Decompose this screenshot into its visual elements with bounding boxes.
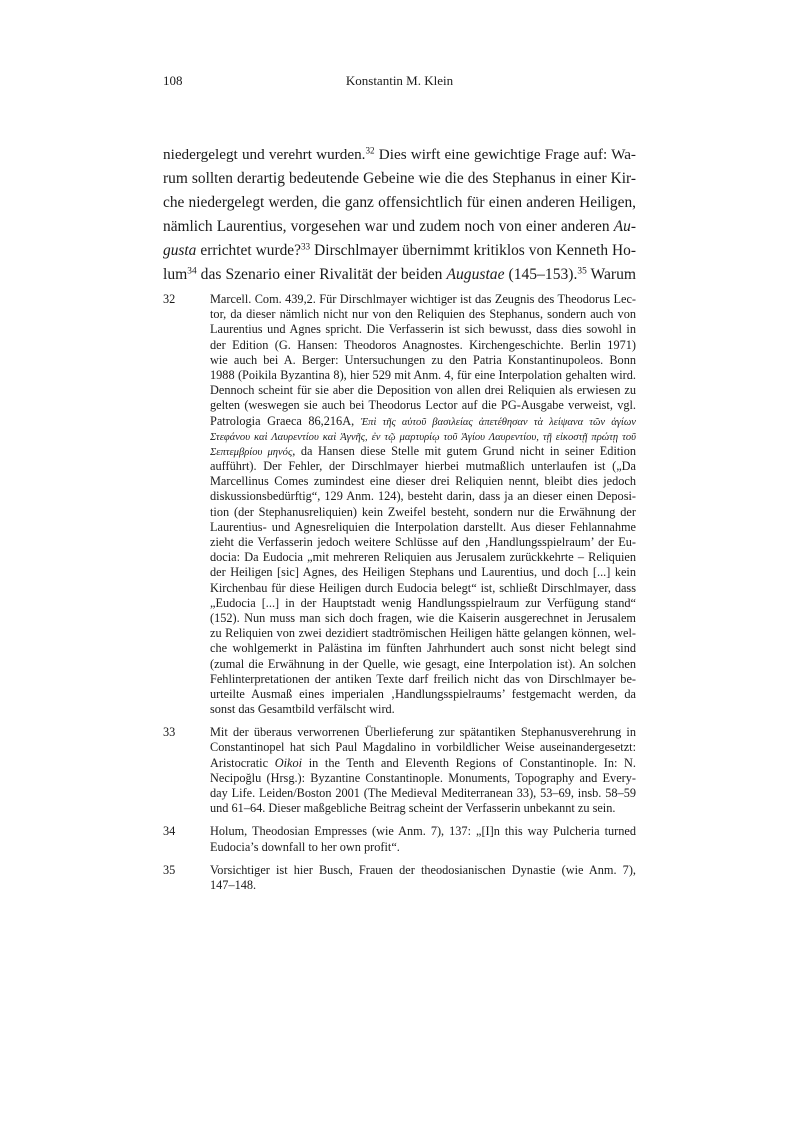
text-segment: der Heiligen [sic] Agnes, des Heiligen Stephans und Laurentius, und doch [...] kein bbox=[210, 565, 636, 580]
footnote-line bbox=[210, 824, 636, 839]
footnote-line bbox=[210, 520, 636, 535]
text-segment: 1988 (Poikila Byzantina 8), hier 529 mit Anm. 4, für eine Interpolation gehalten wird. bbox=[210, 367, 636, 382]
text-segment: Mit der überaus verworrenen Überlieferung zur spätantiken Stephanusverehrung in bbox=[210, 725, 636, 740]
text-segment: Necipoğlu (Hrsg.): Byzantine Constantinople. Monuments, Topography and Every- bbox=[210, 770, 636, 785]
text-segment: und 61–64. Dieser maßgebliche Beitrag scheint der Verfasserin unbekannt zu sein. bbox=[210, 801, 616, 816]
text-segment: Warum bbox=[586, 266, 636, 283]
footnote-line bbox=[210, 611, 636, 626]
text-segment: rum sollten derartig bedeutende Gebeine wie die des Stephanus in einer Kir- bbox=[163, 170, 636, 187]
footnote-number: 33 bbox=[163, 725, 176, 740]
footnotes bbox=[163, 292, 636, 901]
text-segment: gelten (weswegen sie auch bei Theodorus Lector auf die PG-Ausgabe verweist, vgl. bbox=[210, 398, 636, 413]
footnote-line bbox=[210, 444, 636, 459]
text-segment: Marcellinus Comes zumindest eine dieser drei Reliquien nennt, bleibt dies jedoch bbox=[210, 474, 636, 489]
greek-text: Στεφάνου καὶ Λαυρεντίου καὶ Ἁγνῆς, ἐν τῷ μαρτυρίῳ τοῦ Ἁγίου Λαυρεντίου, τῇ εἰκοστῇ πρώτῃ τοῦ bbox=[210, 431, 636, 443]
footnote-line bbox=[210, 368, 636, 383]
footnote-line bbox=[210, 641, 636, 656]
body-line bbox=[163, 239, 636, 263]
text-segment: che wohlgemerkt in Palästina im fünften Jahrhundert auch sonst nicht belegt sind bbox=[210, 641, 636, 656]
text-segment: Constantinopel hat sich Paul Magdalino in vorbildlicher Weise auseinandergesetzt: bbox=[210, 740, 636, 755]
body-line bbox=[163, 263, 636, 287]
page-number: 108 bbox=[163, 73, 183, 88]
body-text bbox=[163, 143, 636, 287]
text-segment: (152). Nun muss man sich doch fragen, wie die Kaiserin ausgerechnet in Jerusalem bbox=[210, 610, 636, 625]
text-segment: Patrologia Graeca 86,216A, bbox=[210, 413, 361, 428]
text-segment: Marcell. Com. 439,2. Für Dirschlmayer wichtiger ist das Zeugnis des Theodorus Lec- bbox=[210, 292, 636, 306]
footnote bbox=[163, 863, 636, 893]
greek-text: Ἐπὶ τῆς αὐτοῦ βασιλείας ἀπετέθησαν τὰ λείψανα τῶν ἁγίων bbox=[360, 416, 636, 428]
footnote-line bbox=[210, 322, 636, 337]
body-line bbox=[163, 143, 636, 167]
footnote-line bbox=[210, 626, 636, 641]
running-title: Konstantin M. Klein bbox=[345, 73, 454, 88]
footnote-line bbox=[210, 878, 636, 893]
text-segment: Kirchenbau für diese Heiligen durch Eudocia belegt“ ist, schließt Dirschlmayer, dass bbox=[210, 580, 636, 595]
text-segment: das Szenario einer Rivalität der beiden bbox=[196, 266, 447, 283]
text-segment: „Eudocia [...] in der Hauptstadt wenig Handlungsspielraum zur Verfügung stand“ bbox=[210, 595, 636, 610]
text-segment: lum bbox=[163, 266, 188, 283]
text-segment: zu Reliquien von zwei dezidiert stadtrömischen Heiligen hätte gelangen können, wel- bbox=[210, 626, 636, 641]
footnote-line bbox=[210, 429, 636, 444]
footnote-line bbox=[210, 840, 636, 855]
footnote-line bbox=[210, 338, 636, 353]
text-segment: errichtet wurde? bbox=[196, 242, 301, 259]
text-segment: Laurentius- und Agnesreliquien die Interpolation darstellt. Aus dieser Fehlannahme bbox=[210, 519, 636, 534]
text-segment: Vorsichtiger ist hier Busch, Frauen der theodosianischen Dynastie (wie Anm. 7), bbox=[210, 862, 636, 877]
footnote-line bbox=[210, 292, 636, 307]
footnote-line bbox=[210, 307, 636, 322]
footnote bbox=[163, 725, 636, 816]
footnote-line bbox=[210, 505, 636, 520]
text-segment: tor, da dieser nämlich nicht nur von den Reliquien des Stephanus, sondern auch von bbox=[210, 307, 636, 322]
text-segment: tion (der Stephanusreliquien) kein Zweifel besteht, sondern nur die Erwähnung der bbox=[210, 504, 636, 519]
footnote-line bbox=[210, 383, 636, 398]
footnote-line bbox=[210, 756, 636, 771]
footnote-number: 35 bbox=[163, 862, 176, 877]
text-segment: docia: Da Eudocia „mit mehreren Reliquien aus Jerusalem zurückkehrte – Reliquien bbox=[210, 550, 636, 565]
italic-text: Augustae bbox=[446, 266, 505, 283]
footnote-text bbox=[210, 725, 636, 816]
italic-text: Au- bbox=[613, 218, 636, 235]
text-segment: 147–148. bbox=[210, 877, 257, 892]
text-segment: Laurentius und Agnes spricht. Die Verfasserin ist sich bewusst, dass dies sowohl in bbox=[210, 322, 636, 337]
footnote-line bbox=[210, 398, 636, 413]
text-segment: (zumal die Erwähnung in der Quelle, wie gesagt, eine Interpolation ist). An solchen bbox=[210, 656, 636, 671]
footnote-number: 32 bbox=[163, 292, 176, 306]
footnote-line bbox=[210, 801, 636, 816]
footnote-line bbox=[210, 725, 636, 740]
text-segment: sonst das Gesamtbild verfälscht wird. bbox=[210, 702, 395, 717]
footnote-line bbox=[210, 565, 636, 580]
footnote-ref: 35 bbox=[577, 266, 587, 277]
text-segment: Eudocia’s downfall to her own profit“. bbox=[210, 839, 400, 854]
text-segment: Fehlinterpretationen der antiken Texte darf freilich nicht das von Dirschlmayer be- bbox=[210, 671, 636, 686]
footnote-line bbox=[210, 581, 636, 596]
footnote-line bbox=[210, 740, 636, 755]
text-segment: (145–153). bbox=[504, 266, 578, 283]
italic-text: gusta bbox=[163, 242, 197, 259]
text-segment: urteilte Ausmaß eines imperialen ‚Handlungsspielraums’ festgemacht werden, da bbox=[210, 686, 636, 701]
footnote-line bbox=[210, 414, 636, 429]
footnote-text bbox=[210, 863, 636, 893]
text-segment: day Life. Leiden/Boston 2001 (The Medieval Mediterranean 33), 53–69, insb. 58–59 bbox=[210, 786, 636, 800]
body-line bbox=[163, 191, 636, 215]
footnote-line bbox=[210, 786, 636, 801]
footnote-ref: 34 bbox=[187, 266, 197, 277]
footnote-line bbox=[210, 672, 636, 687]
footnote-text bbox=[210, 824, 636, 854]
text-segment: Aristocratic bbox=[210, 755, 275, 770]
footnote-line bbox=[210, 863, 636, 878]
footnote-line bbox=[210, 550, 636, 565]
text-segment: che niedergelegt werden, die ganz offensichtlich für einen anderen Heiligen, bbox=[163, 194, 636, 211]
footnote-line bbox=[210, 489, 636, 504]
footnote bbox=[163, 824, 636, 854]
italic-text: Oikoi bbox=[274, 755, 303, 770]
text-segment: , da Hansen diese Stelle mit gutem Grund nicht in seiner Edition bbox=[292, 443, 636, 458]
text-segment: niedergelegt und verehrt wurden. bbox=[163, 146, 366, 163]
body-line bbox=[163, 167, 636, 191]
footnote-ref: 32 bbox=[365, 145, 375, 156]
text-segment: Dennoch scheint für sie aber die Deposition von allen drei Reliquien als erwiesen zu bbox=[210, 383, 636, 398]
footnote bbox=[163, 292, 636, 717]
text-segment: Holum, Theodosian Empresses (wie Anm. 7), 137: „[I]n this way Pulcheria turned bbox=[210, 824, 636, 839]
body-line bbox=[163, 215, 636, 239]
footnote-line bbox=[210, 771, 636, 786]
footnote-line bbox=[210, 657, 636, 672]
text-segment: Dirschlmayer übernimmt kritiklos von Kenneth Ho- bbox=[310, 242, 636, 259]
footnote-ref: 33 bbox=[300, 241, 311, 252]
greek-text: Σεπτεμβρίου μηνός bbox=[210, 446, 293, 458]
text-segment: wie auch bei A. Berger: Untersuchungen zu den Patria Konstantinupoleos. Bonn bbox=[210, 352, 636, 367]
footnote-line bbox=[210, 702, 636, 717]
footnote-number: 34 bbox=[163, 824, 176, 839]
text-segment: zieht die Verfasserin jedoch weitere Schlüsse auf den ‚Handlungsspielraum’ der Eu- bbox=[210, 535, 636, 549]
text-segment: diskussionsbedürftig“, 129 Anm. 124), besteht darin, dass ja an dieser einen Deposi- bbox=[210, 489, 636, 504]
text-segment: aufführt). Der Fehler, der Dirschlmayer hierbei mutmaßlich unterlaufen ist („Da bbox=[210, 459, 636, 474]
text-segment: Dies wirft eine gewichtige Frage auf: Wa- bbox=[374, 146, 636, 163]
footnote-text bbox=[210, 292, 636, 717]
footnote-line bbox=[210, 459, 636, 474]
footnote-line bbox=[210, 353, 636, 368]
footnote-line bbox=[210, 687, 636, 702]
footnote-line bbox=[210, 535, 636, 550]
text-segment: nämlich Laurentius, vorgesehen war und zudem noch von einer anderen bbox=[163, 218, 614, 235]
footnote-line bbox=[210, 596, 636, 611]
text-segment: der Edition (G. Hansen: Theodoros Anagnostes. Kirchengeschichte. Berlin 1971) bbox=[210, 337, 636, 352]
footnote-line bbox=[210, 474, 636, 489]
text-segment: in the Tenth and Eleventh Regions of Constantinople. In: N. bbox=[302, 755, 637, 770]
